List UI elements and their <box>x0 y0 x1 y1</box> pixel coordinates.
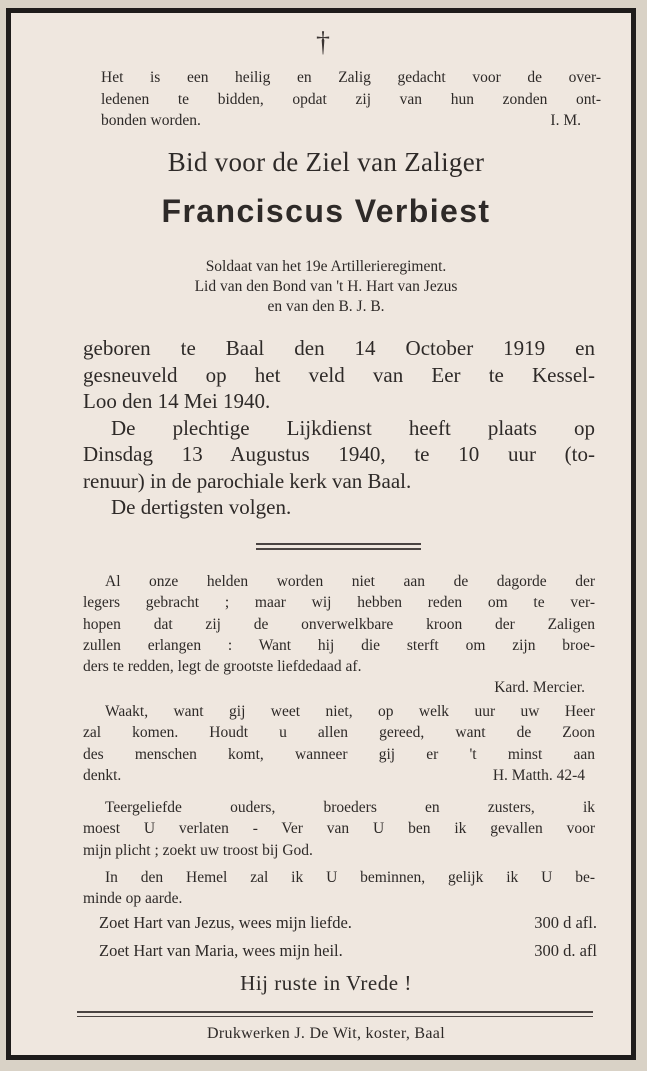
quote-line: ders te redden, legt de grootste liefdedaad af. <box>83 658 362 676</box>
prayer-line <box>99 913 597 933</box>
quote-attribution: H. Matth. 42-4 <box>492 766 585 784</box>
quote-matthew <box>83 701 595 786</box>
divider <box>256 543 421 550</box>
cross-icon: † <box>316 27 330 58</box>
heading: Bid voor de Ziel van Zaliger <box>167 147 485 177</box>
bio-line: gesneuveld op het veld van Eer te Kessel- <box>83 362 595 387</box>
intro-line <box>101 110 601 132</box>
quote-mercier <box>83 571 595 699</box>
bio-line: Loo den 14 Mei 1940. <box>83 389 271 413</box>
subtitle <box>11 257 641 317</box>
bio-line: renuur) in de parochiale kerk van Baal. <box>83 468 412 493</box>
bio-line: De plechtige Lijkdienst heeft plaats op <box>111 415 595 440</box>
deceased-name: Franciscus Verbiest <box>161 193 491 229</box>
subtitle-line: Soldaat van het 19e Artillerieregiment. <box>205 258 447 275</box>
quote-line-end: denkt. <box>83 766 122 784</box>
biography <box>83 335 595 521</box>
intro-text <box>101 67 601 132</box>
quote-line: Al onze helden worden niet aan de dagorde der <box>105 573 595 590</box>
intro-line: Het is een heilig en Zalig gedacht voor de over- <box>101 69 601 86</box>
bio-line: De dertigsten volgen. <box>111 495 292 519</box>
intro-line-end: bonden worden. <box>101 112 201 129</box>
prayer-text: Zoet Hart van Maria, wees mijn heil. <box>99 941 343 960</box>
intro-line: ledenen te bidden, opdat zij van hun zonden ont- <box>101 90 601 108</box>
quote-line <box>83 765 595 786</box>
printer-credit: Drukwerken J. De Wit, koster, Baal <box>207 1025 445 1042</box>
subtitle-line: en van den B. J. B. <box>267 298 385 315</box>
quote-line: des menschen komt, wanneer gij er 't minst aan <box>83 745 595 763</box>
divider <box>77 1011 593 1013</box>
heaven-line: In den Hemel zal ik U beminnen, gelijk ik U be- <box>105 869 595 886</box>
heaven-line: minde op aarde. <box>83 890 183 908</box>
intro-initials: I. M. <box>550 112 581 129</box>
farewell-line: Teergeliefde ouders, broeders en zusters, ik <box>105 799 595 816</box>
quote-line: Waakt, want gij weet niet, op welk uur uw Heer <box>105 703 595 720</box>
farewell-text <box>83 797 595 861</box>
heaven-text <box>83 867 595 910</box>
prayer-text: Zoet Hart van Jezus, wees mijn liefde. <box>99 913 352 932</box>
quote-line: legers gebracht ; maar wij hebben reden om te ver- <box>83 594 595 612</box>
divider <box>77 1016 593 1017</box>
farewell-line: mijn plicht ; zoekt uw troost bij God. <box>83 841 313 859</box>
bio-line: geboren te Baal den 14 October 1919 en <box>83 336 595 360</box>
prayer-line <box>99 941 597 961</box>
prayer-indulgence: 300 d afl. <box>534 913 597 932</box>
memorial-card <box>6 8 636 1060</box>
quote-line: hopen dat zij de onverwelkbare kroon der Zaligen <box>83 615 595 633</box>
subtitle-line: Lid van den Bond van 't H. Hart van Jezus <box>194 278 458 295</box>
farewell-line: moest U verlaten - Ver van U ben ik gevallen voor <box>83 820 595 838</box>
prayer-indulgence: 300 d. afl <box>534 941 597 960</box>
quote-attribution: Kard. Mercier. <box>494 679 585 697</box>
quote-line: zal komen. Houdt u allen gereed, want de Zoon <box>83 724 595 742</box>
bio-line: Dinsdag 13 Augustus 1940, te 10 uur (to- <box>83 442 595 466</box>
rest-in-peace: Hij ruste in Vrede ! <box>240 971 412 995</box>
quote-line: zullen erlangen : Want hij die sterft om zijn broe- <box>83 636 595 654</box>
